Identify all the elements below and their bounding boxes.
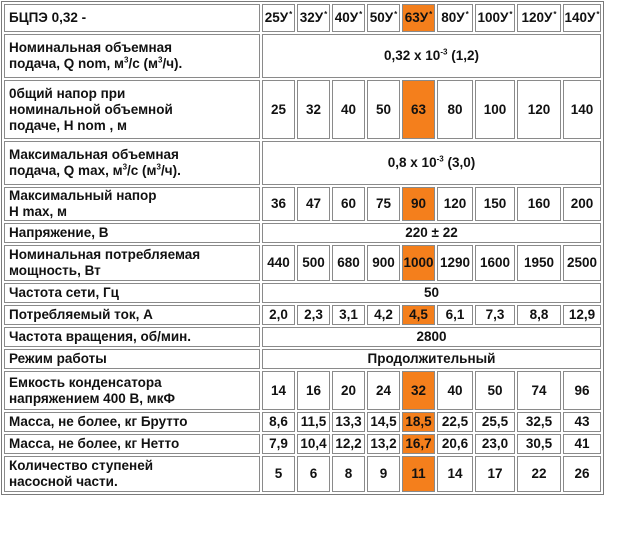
param-label: 0бщий напор при номинальной объемной подаче, H nom , м — [4, 80, 260, 139]
value-cell: 120 — [517, 80, 561, 139]
value-cell: 4,2 — [367, 305, 400, 325]
value-cell: 60 — [332, 187, 365, 221]
value-cell: 6 — [297, 456, 330, 492]
value-cell: 50 — [367, 80, 400, 139]
value-cell: 41 — [563, 434, 601, 454]
row-current — [4, 305, 601, 325]
value-cell: 40 — [332, 80, 365, 139]
value-cell: 500 — [297, 245, 330, 281]
param-label: Максимальный напор H max, м — [4, 187, 260, 221]
param-label: Максимальная объемная подача, Q max, $м^3/с$ $(м^3/ч)$. — [4, 141, 260, 185]
value-cell: 14 — [437, 456, 473, 492]
value-cell: 12,9 — [563, 305, 601, 325]
param-label: Частота сети, Гц — [4, 283, 260, 303]
model-header: 80У* — [437, 4, 473, 32]
row-frequency — [4, 283, 601, 303]
row-mode — [4, 349, 601, 369]
row-rotation — [4, 327, 601, 347]
value-cell: 80 — [437, 80, 473, 139]
model-header: 40У* — [332, 4, 365, 32]
value-cell: 13,2 — [367, 434, 400, 454]
value-cell: 47 — [297, 187, 330, 221]
value-cell: 13,3 — [332, 412, 365, 432]
value-cell: 8 — [332, 456, 365, 492]
value-cell: 5 — [262, 456, 295, 492]
value-cell: 74 — [517, 371, 561, 410]
row-power — [4, 245, 601, 281]
value-cell: 10,4 — [297, 434, 330, 454]
value-cell-highlighted: 32 — [402, 371, 435, 410]
model-header-highlighted: 63У* — [402, 4, 435, 32]
param-label: Емкость конденсатора напряжением 400 В, мкФ — [4, 371, 260, 410]
model-header: 120У* — [517, 4, 561, 32]
merged-value: 220 ± 22 — [262, 223, 601, 243]
value-cell: 23,0 — [475, 434, 515, 454]
value-cell: 160 — [517, 187, 561, 221]
row-nominal-flow — [4, 34, 601, 78]
row-mass-gross — [4, 412, 601, 432]
value-cell: 6,1 — [437, 305, 473, 325]
merged-value: 50 — [262, 283, 601, 303]
value-cell: 30,5 — [517, 434, 561, 454]
value-cell: 7,9 — [262, 434, 295, 454]
value-cell: 9 — [367, 456, 400, 492]
value-cell: 440 — [262, 245, 295, 281]
value-cell: 22 — [517, 456, 561, 492]
value-cell: 100 — [475, 80, 515, 139]
value-cell: 2,3 — [297, 305, 330, 325]
model-header: 100У* — [475, 4, 515, 32]
value-cell: 1290 — [437, 245, 473, 281]
value-cell: 8,8 — [517, 305, 561, 325]
value-cell: 32,5 — [517, 412, 561, 432]
value-cell: 2,0 — [262, 305, 295, 325]
value-cell: 8,6 — [262, 412, 295, 432]
table-title: БЦПЭ 0,32 - — [4, 4, 260, 32]
param-label: Количество ступеней насосной части. — [4, 456, 260, 492]
value-cell: 3,1 — [332, 305, 365, 325]
value-cell-highlighted: 1000 — [402, 245, 435, 281]
model-header: 32У* — [297, 4, 330, 32]
merged-value: 0,32 x $10^{-3}$ (1,2) — [262, 34, 601, 78]
value-cell: 24 — [367, 371, 400, 410]
value-cell: 17 — [475, 456, 515, 492]
value-cell: 16 — [297, 371, 330, 410]
param-label: Номинальная потребляемая мощность, Вт — [4, 245, 260, 281]
value-cell: 40 — [437, 371, 473, 410]
value-cell: 50 — [475, 371, 515, 410]
value-cell: 14,5 — [367, 412, 400, 432]
value-cell: 11,5 — [297, 412, 330, 432]
row-voltage — [4, 223, 601, 243]
param-label: Режим работы — [4, 349, 260, 369]
value-cell-highlighted: 18,5 — [402, 412, 435, 432]
value-cell-highlighted: 4,5 — [402, 305, 435, 325]
param-label: Масса, не более, кг Нетто — [4, 434, 260, 454]
value-cell-highlighted: 90 — [402, 187, 435, 221]
param-label: Потребляемый ток, А — [4, 305, 260, 325]
value-cell: 26 — [563, 456, 601, 492]
merged-value: Продолжительный — [262, 349, 601, 369]
spec-table-wrapper — [1, 1, 604, 495]
row-mass-net — [4, 434, 601, 454]
row-max-head — [4, 187, 601, 221]
row-total-head — [4, 80, 601, 139]
model-header: 50У* — [367, 4, 400, 32]
value-cell: 680 — [332, 245, 365, 281]
value-cell: 14 — [262, 371, 295, 410]
value-cell: 1600 — [475, 245, 515, 281]
row-stages — [4, 456, 601, 492]
value-cell: 900 — [367, 245, 400, 281]
value-cell: 32 — [297, 80, 330, 139]
param-label: Частота вращения, об/мин. — [4, 327, 260, 347]
value-cell: 1950 — [517, 245, 561, 281]
param-label: Масса, не более, кг Брутто — [4, 412, 260, 432]
pump-spec-table — [1, 1, 604, 495]
value-cell: 36 — [262, 187, 295, 221]
value-cell: 7,3 — [475, 305, 515, 325]
model-header: 25У* — [262, 4, 295, 32]
param-label: Номинальная объемная подача, Q nom, $м^3/с$ $(м^3/ч)$. — [4, 34, 260, 78]
value-cell: 20,6 — [437, 434, 473, 454]
value-cell: 22,5 — [437, 412, 473, 432]
row-capacitor — [4, 371, 601, 410]
value-cell-highlighted: 11 — [402, 456, 435, 492]
value-cell: 25,5 — [475, 412, 515, 432]
param-label: Напряжение, В — [4, 223, 260, 243]
value-cell: 75 — [367, 187, 400, 221]
model-header: 140У* — [563, 4, 601, 32]
merged-value: 2800 — [262, 327, 601, 347]
value-cell-highlighted: 63 — [402, 80, 435, 139]
value-cell: 2500 — [563, 245, 601, 281]
value-cell: 43 — [563, 412, 601, 432]
value-cell: 20 — [332, 371, 365, 410]
merged-value: 0,8 x $10^{-3}$ (3,0) — [262, 141, 601, 185]
row-max-flow — [4, 141, 601, 185]
value-cell-highlighted: 16,7 — [402, 434, 435, 454]
value-cell: 96 — [563, 371, 601, 410]
value-cell: 25 — [262, 80, 295, 139]
value-cell: 150 — [475, 187, 515, 221]
header-row — [4, 4, 601, 32]
value-cell: 140 — [563, 80, 601, 139]
value-cell: 12,2 — [332, 434, 365, 454]
value-cell: 120 — [437, 187, 473, 221]
value-cell: 200 — [563, 187, 601, 221]
